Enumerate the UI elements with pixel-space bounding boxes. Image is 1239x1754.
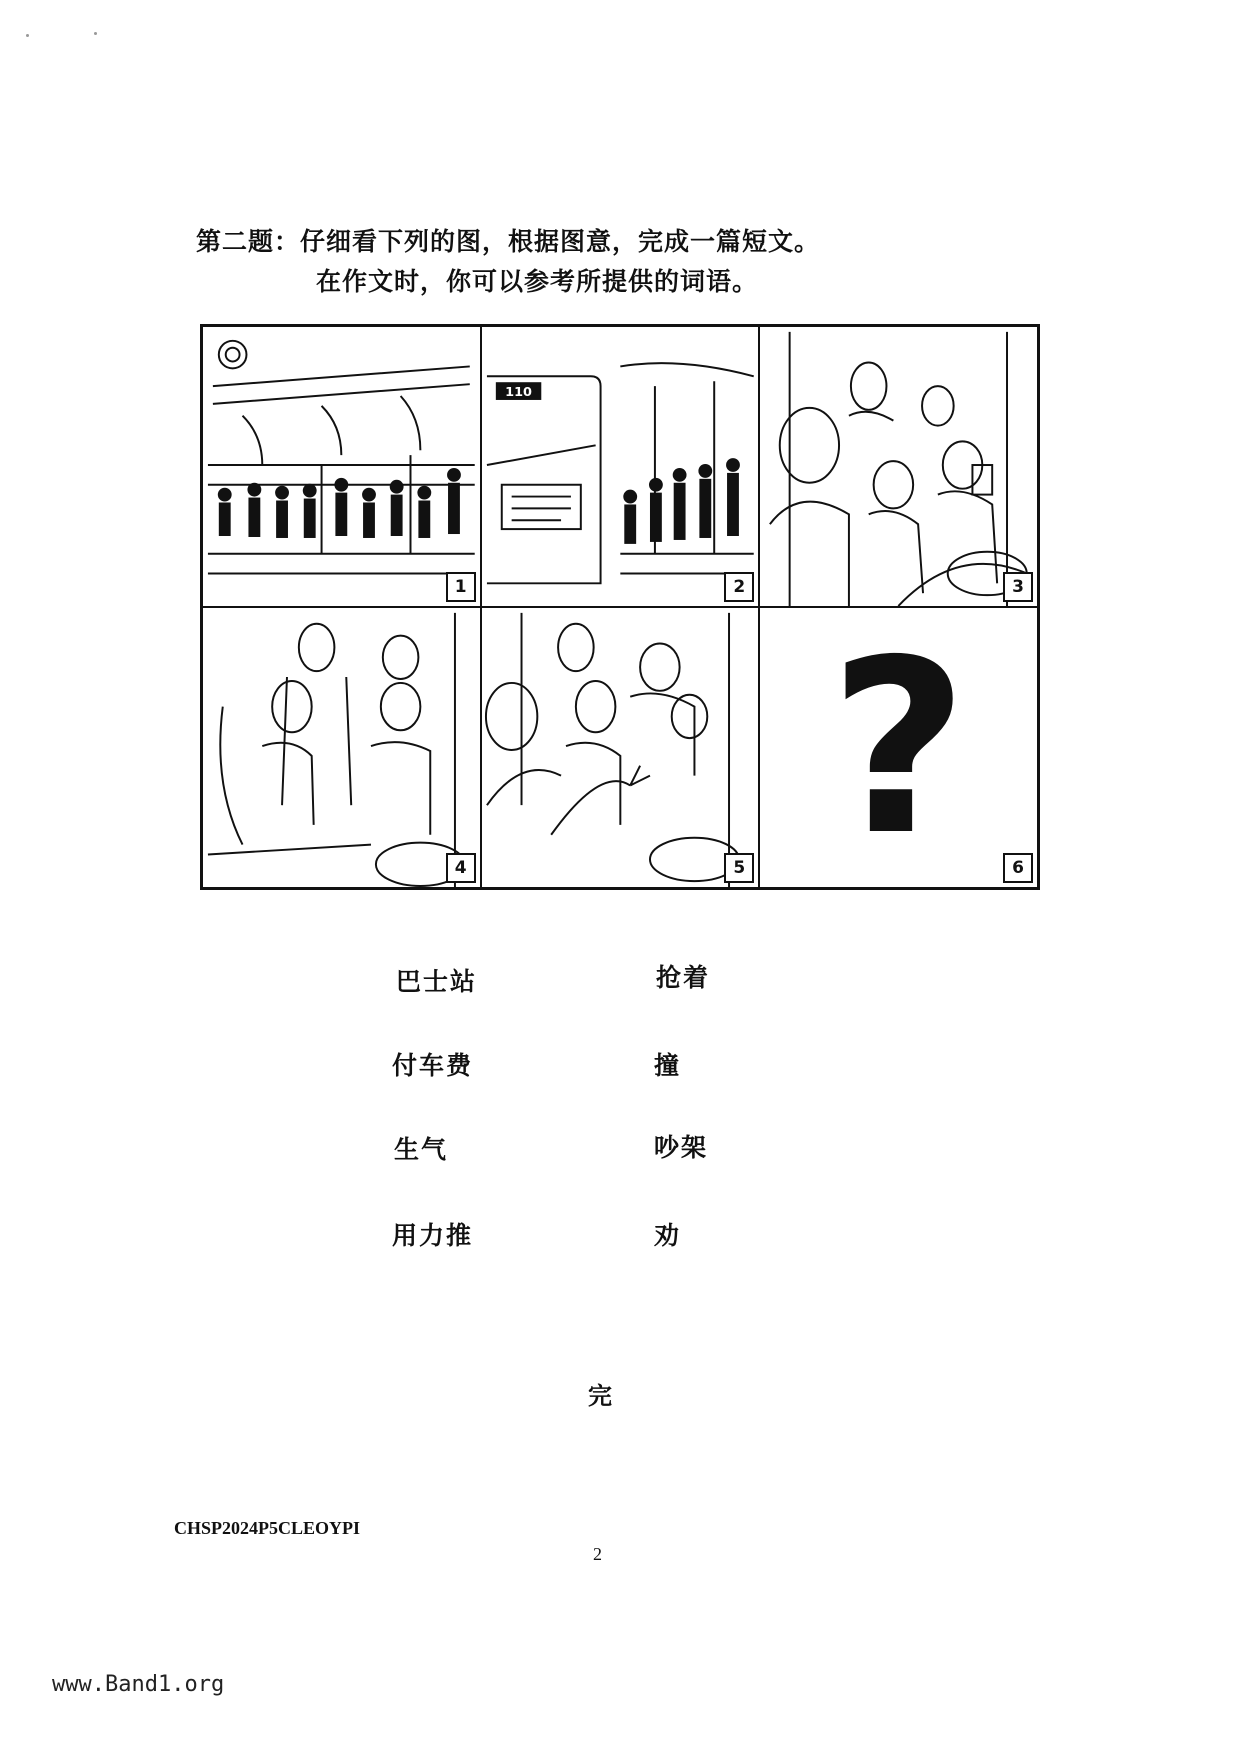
vocab-word: 付车费	[392, 1051, 474, 1080]
panel-number: 4	[446, 853, 476, 883]
end-mark: 完	[588, 1381, 612, 1410]
vocab-word: 吵架	[654, 1133, 709, 1162]
panel-number: 5	[724, 853, 754, 883]
picture-series	[200, 324, 1040, 890]
vocab-word: 抢着	[656, 963, 711, 992]
picture-panel-6	[759, 607, 1038, 888]
vocab-word: 巴士站	[396, 967, 478, 996]
document-code: CHSP2024P5CLEOYPI	[174, 1518, 361, 1538]
page-number: 2	[593, 1544, 602, 1564]
scan-speck	[26, 34, 29, 37]
site-watermark: www.Band1.org	[52, 1672, 225, 1697]
panel-number: 3	[1003, 572, 1033, 602]
question-instruction-line2: 在作文时，你可以参考所提供的词语。	[316, 267, 759, 296]
vocab-word: 用力推	[392, 1221, 474, 1250]
picture-panel-4	[202, 607, 481, 888]
picture-panel-2	[481, 326, 760, 607]
vocab-word: 生气	[394, 1135, 449, 1164]
picture-panel-1	[202, 326, 481, 607]
bus-stop-illustration	[203, 327, 480, 606]
bus-arrival-illustration	[482, 327, 759, 606]
picture-panel-5	[481, 607, 760, 888]
panel-number: 2	[724, 572, 754, 602]
driver-mediating-illustration	[482, 608, 759, 887]
panel-number: 1	[446, 572, 476, 602]
vocab-word: 撞	[654, 1051, 682, 1080]
scan-speck	[94, 32, 97, 35]
question-instruction-line1: 第二题：仔细看下列的图，根据图意，完成一篇短文。	[196, 227, 821, 256]
question-mark: ?	[829, 607, 969, 888]
students-at-fare-box-illustration	[760, 327, 1037, 606]
picture-panel-3	[759, 326, 1038, 607]
vocab-word: 劝	[654, 1221, 682, 1250]
bus-route-sign: 110	[504, 385, 532, 401]
panel-number: 6	[1003, 853, 1033, 883]
students-pushing-illustration	[203, 608, 480, 887]
